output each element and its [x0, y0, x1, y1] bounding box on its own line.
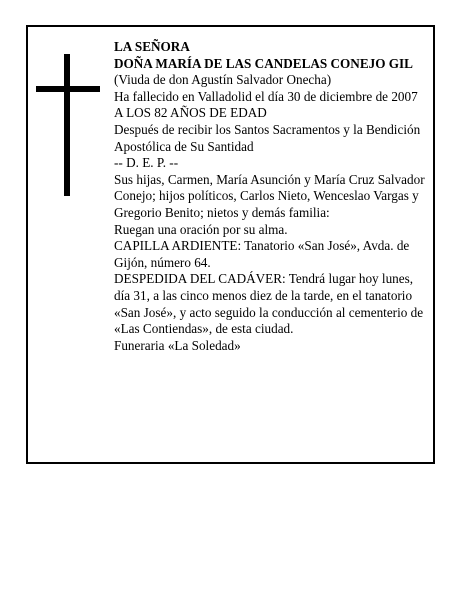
rip-line: -- D. E. P. --: [114, 155, 179, 171]
farewell-paragraph: DESPEDIDA DEL CADÁVER: Tendrá lugar hoy lunes, día 31, a las cinco menos diez de la tarde, en el tanatorio «San José», y acto seguido la conducción al cementerio de «Las Contiendas», de esta ciudad.: [114, 271, 424, 337]
widow-of-line: (Viuda de don Agustín Salvador Onecha): [114, 72, 332, 88]
obituary-title: LA SEÑORA: [114, 39, 190, 54]
age-line: A LOS 82 AÑOS DE EDAD: [114, 105, 267, 121]
sacraments-line: Después de recibir los Santos Sacramentos y la Bendición Apostólica de Su Santidad: [114, 121, 421, 154]
cross-horizontal-bar: [36, 86, 100, 92]
chapel-paragraph: CAPILLA ARDIENTE: Tanatorio «San José», Avda. de Gijón, número 64.: [114, 238, 410, 270]
deceased-name: DOÑA MARÍA DE LAS CANDELAS CONEJO GIL: [114, 55, 413, 71]
family-paragraph: Sus hijas, Carmen, María Asunción y María Cruz Salvador Conejo; hijos políticos, Carlos Nieto, Wenceslao Vargas y Gregorio Benito; nietos y demás familia:: [114, 171, 425, 220]
prayer-line: Ruegan una oración por su alma.: [114, 221, 288, 237]
obituary-text: [114, 39, 430, 354]
cross-vertical-bar: [64, 54, 70, 196]
funeral-home-line: Funeraria «La Soledad»: [114, 337, 241, 353]
cross-icon: [36, 54, 100, 196]
death-announcement: Ha fallecido en Valladolid el día 30 de diciembre de 2007: [114, 88, 418, 104]
